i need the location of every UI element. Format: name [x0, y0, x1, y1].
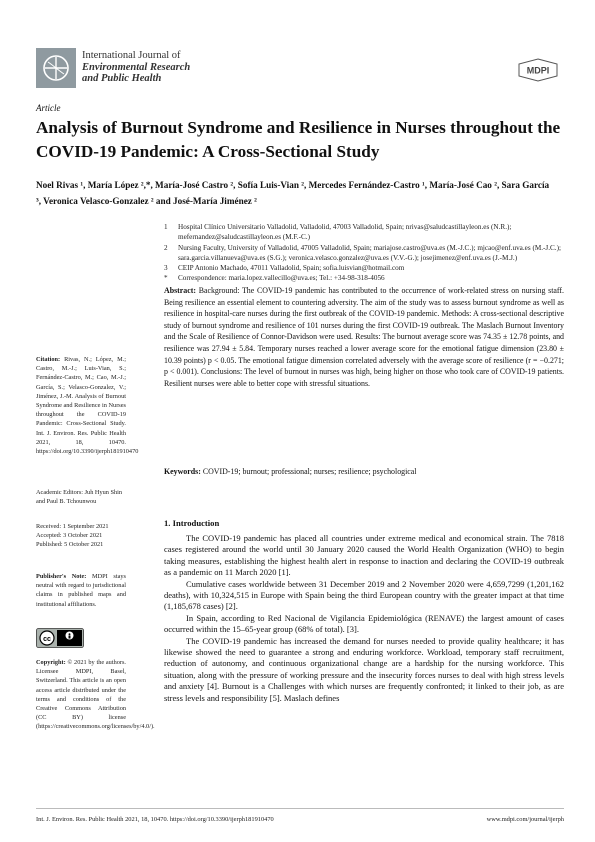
- abstract-text: Background: The COVID-19 pandemic has contributed to the occurrence of work-related stress on nursing staff. Being resilience an essential element to countering adversity. The aim of the study was to assess burnout syndrome as well as resilience in hospital-care nurses during the first outbreak of the COVID-19 pandemic. Methods: A cross-sectional descriptive study of burnout syndrome and resilience of 101 nurses during the first COVID-19 outbreak. The Maslach Burnout Inventory and the Scale of Resilience of Connor-Davidson were used. Results: The burnout average score was 74.35 ± 12.78 points, and resilience was 27.94 ± 5.84. Temporary nurses reached a lower average score for the emotional fatigue dimension (23.80 ± 10.39 points) p < 0.05. The emotional fatigue dimension correlated adversely with the average score of resilience (r = −0.271; p < 0.001). Conclusions: The level of burnout in nurses was high, being higher on those who took care of COVID-19 patients. Resilient nurses were able to better cope with stressful situations.: [164, 286, 564, 388]
- affiliation-3: [164, 263, 564, 273]
- journal-line2: Environmental Research: [82, 61, 191, 73]
- dates-block: [36, 522, 126, 550]
- publisher-note-label: Publisher's Note:: [36, 573, 87, 580]
- publisher-note-text: MDPI stays neutral with regard to jurisdictional claims in published maps and institutional affiliations.: [36, 573, 126, 608]
- mdpi-logo: [516, 58, 560, 82]
- affiliation-number: 1: [164, 223, 168, 231]
- copyright-text: © 2021 by the authors. Licensee MDPI, Basel, Switzerland. This article is an open access article distributed under the terms and conditions of the Creative Commons Attribution (CC BY) license (https://creativecommons.org/licenses/by/4.0/).: [36, 659, 155, 731]
- affiliation-text: Correspondence: maria.lopez.vallecillo@uva.es; Tel.: +34-98-318-4056: [178, 274, 385, 283]
- publisher-name: MDPI: [526, 65, 550, 76]
- section-heading: 1. Introduction: [164, 518, 220, 528]
- accepted-date: Accepted: 3 October 2021: [36, 532, 103, 540]
- publisher-note: [36, 572, 126, 609]
- paper-title: Analysis of Burnout Syndrome and Resilience in Nurses throughout the COVID-19 Pandemic: A Cross-Sectional Study: [36, 118, 561, 161]
- affiliation-number: 2: [164, 243, 168, 252]
- copyright-label: Copyright:: [36, 659, 66, 666]
- correspondence: [164, 273, 564, 283]
- keywords-label: Keywords:: [164, 467, 201, 476]
- affiliation-number: 3: [164, 264, 168, 273]
- keywords-text: COVID-19; burnout; professional; nurses; resilience; psychological: [202, 467, 417, 476]
- affiliation-text: Nursing Faculty, University of Valladolid, 47005 Valladolid, Spain; mariajose.castro@uva.es (M.-J.C.); mjcao@enf.uva.es (M.-J.C.); sara.garcia.villanueva@uva.es (S.G.); veronica.velasco.gonzalez@uva.es (V.V.-G.); josejimenez@enf.uva.es (J.-M.J.): [178, 243, 561, 262]
- footer-citation: Int. J. Environ. Res. Public Health 2021, 18, 10470. https://doi.org/10.3390/ijerph181910470: [36, 816, 274, 823]
- published-date: Published: 5 October 2021: [36, 541, 104, 549]
- journal-logo: [36, 48, 76, 88]
- journal-name: [82, 50, 190, 85]
- citation-text: Rivas, N.; López, M.; Castro, M.-J.; Luis-Vian, S.; Fernández-Castro, M.; Cao, M.-J.; García, S.; Velasco-Gonzalez, V.; Jiménez, J.-M. Analysis of Burnout Syndrome and Resilience in Nurses throughout the COVID-19 Pandemic: Cross-Sectional Study. Int. J. Environ. Res. Public Health 2021, 18, 10470. https://doi.org/10.3390/ijerph181910470: [36, 356, 139, 456]
- article-type: Article: [36, 103, 61, 113]
- journal-emblem-icon: [36, 48, 76, 88]
- abstract: [164, 285, 564, 389]
- paragraph-4: The COVID-19 pandemic has increased the demand for nurses needed to provide quality healthcare; it has likewise showed the need to guarantee a strong and enduring workforce. Workload, temporary staff recruitment, reduction of autonomy, and continuous organizational change are a hardship for the nursing workforce. This situation, along with the pressure of working pressure and the insecurity forces nurses to deal with high stress levels and anxiety [4]. Burnout is a Challenges with which nurses are frequently confronted; it linked to their job, as are stress levels and responsibility [5]. Maslach defines: [164, 635, 564, 703]
- journal-line1: International Journal of: [82, 50, 181, 61]
- cc-by-icon: [36, 628, 84, 648]
- paragraph-3: In Spain, according to Red Nacional de Vigilancia Epidemiológica (RENAVE) the largest amount of cases occurred within the 15–65-year group (68% of total). [3].: [164, 612, 564, 635]
- cc-by-badge[interactable]: [36, 628, 84, 648]
- footer-journal-url[interactable]: www.mdpi.com/journal/ijerph: [486, 816, 564, 823]
- affiliation-number: *: [164, 274, 168, 283]
- mdpi-hexagon-icon: [516, 58, 560, 82]
- author-list: Noel Rivas ¹, María López ²,*, María-José Castro ², Sofía Luis-Vian ², Mercedes Fernández-Castro ¹, María-José Cao ², Sara García ³, Veronica Velasco-Gonzalez ² and José-María Jiménez ²: [36, 180, 550, 206]
- affiliation-text: CEIP Antonio Machado, 47011 Valladolid, Spain; sofia.luisvian@hotmail.com: [178, 264, 405, 273]
- introduction-body: [164, 533, 564, 704]
- paragraph-2: Cumulative cases worldwide between 31 December 2019 and 2 November 2020 were 4,659,7299 (1,201,162 deaths), with 10,324,515 in Europe with Spain being the third European country with the greater impact at that time (1,185,678 cases) [2].: [164, 578, 564, 612]
- keywords: [164, 466, 564, 478]
- abstract-label: Abstract:: [164, 286, 196, 295]
- copyright-block: [36, 658, 155, 732]
- received-date: Received: 1 September 2021: [36, 523, 109, 530]
- paragraph-1: The COVID-19 pandemic has placed all countries under extreme medical and economical strain. The 7818 cases registered around the world until 30 January 2020 caused the World Health Organization (WHO) to begin taking measures, establishing the highest health alert in response to inaction and declaring the COVID-19 outbreak as a pandemic on 11 March 2020 [1].: [164, 533, 564, 578]
- affiliation-1: [164, 222, 564, 243]
- journal-line3: and Public Health: [82, 73, 162, 84]
- citation-label: Citation:: [36, 356, 61, 363]
- affiliation-text: Hospital Clínico Universitario Valladolid, Valladolid, 47003 Valladolid, Spain; nrivas@saludcastillayleon.es (N.R.); mefernandez@saludcastillayleon.es (M.F.-C.): [178, 223, 512, 242]
- svg-text:cc: cc: [43, 636, 51, 643]
- affiliations: [164, 222, 564, 284]
- affiliation-2: [164, 243, 564, 264]
- footer-divider: [36, 808, 564, 809]
- academic-editors: Academic Editors: Juh Hyun Shin and Paul B. Tchounwou: [36, 489, 123, 506]
- citation-block: [36, 355, 139, 456]
